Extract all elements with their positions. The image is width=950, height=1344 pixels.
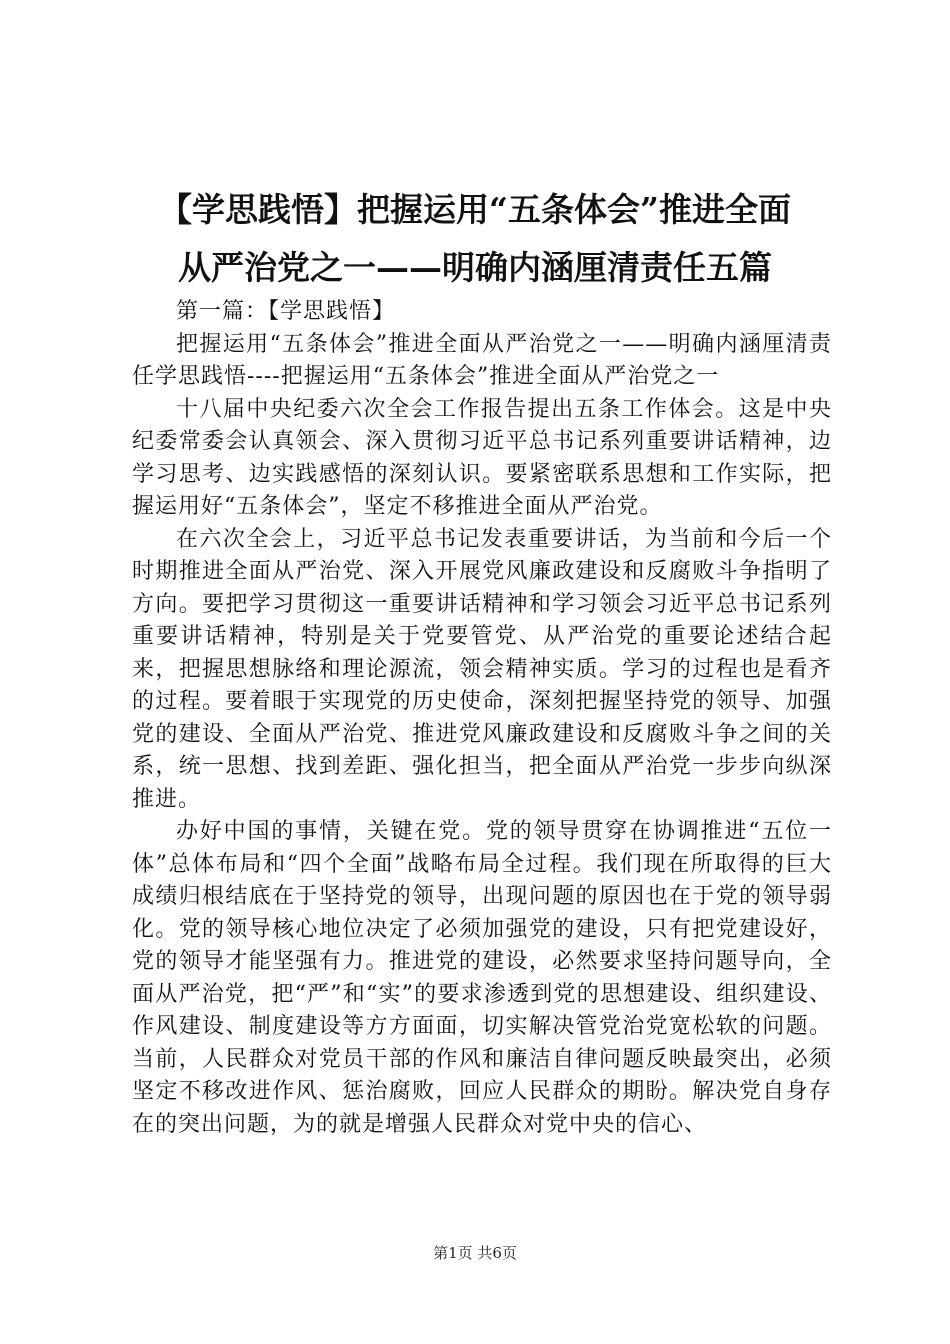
body-paragraph: 十八届中央纪委六次全会工作报告提出五条工作体会。这是中央纪委常委会认真领会、深入贯彻习近平总书记系列重要讲话精神，边学习思考、边实践感悟的深刻认识。要紧密联系思想和工作实际，把握运用好“五条体会”，坚定不移推进全面从严治党。 xyxy=(132,396,832,519)
section-heading: 第一篇：【学思践悟】 xyxy=(176,299,396,324)
body-paragraph: 在六次全会上，习近平总书记发表重要讲话，为当前和今后一个时期推进全面从严治党、深入开展党风廉政建设和反腐败斗争指明了方向。要把学习贯彻这一重要讲话精神和学习领会习近平总书记系列重要讲话精神，特别是关于党要管党、从严治党的重要论述结合起来，把握思想脉络和理论源流，领会精神实质。学习的过程也是看齐的过程。要着眼于实现党的历史使命，深刻把握坚持党的领导、加强党的建设、全面从严治党、推进党风廉政建设和反腐败斗争之间的关系，统一思想、找到差距、强化担当，把全面从严治党一步步向纵深推进。 xyxy=(132,526,832,812)
body-paragraph: 办好中国的事情，关键在党。党的领导贯穿在协调推进“五位一体”总体布局和“四个全面”战略布局全过程。我们现在所取得的巨大成绩归根结底在于坚持党的领导，出现问题的原因也在于党的领导弱化。党的领导核心地位决定了必须加强党的建设，只有把党建设好，党的领导才能坚强有力。推进党的建设，必然要求坚持问题导向，全面从严治党，把“严”和“实”的要求渗透到党的思想建设、组织建设、作风建设、制度建设等方方面面，切实解决管党治党宽松软的问题。当前，人民群众对党员干部的作风和廉洁自律问题反映最突出，必须坚定不移改进作风、惩治腐败，回应人民群众的期盼。解决党自身存在的突出问题，为的就是增强人民群众对党中央的信心、 xyxy=(132,819,832,1137)
document-title-line-1: 【学思践悟】把握运用“五条体会”推进全面 xyxy=(159,190,791,229)
body-paragraph: 把握运用“五条体会”推进全面从严治党之一——明确内涵厘清责任学思践悟----把握运用“五条体会”推进全面从严治党之一 xyxy=(132,331,832,389)
page-footer: 第1页 共6页 xyxy=(433,1244,517,1262)
document-body xyxy=(132,296,832,1141)
document-title-line-2: 从严治党之一——明确内涵厘清责任五篇 xyxy=(178,248,772,287)
